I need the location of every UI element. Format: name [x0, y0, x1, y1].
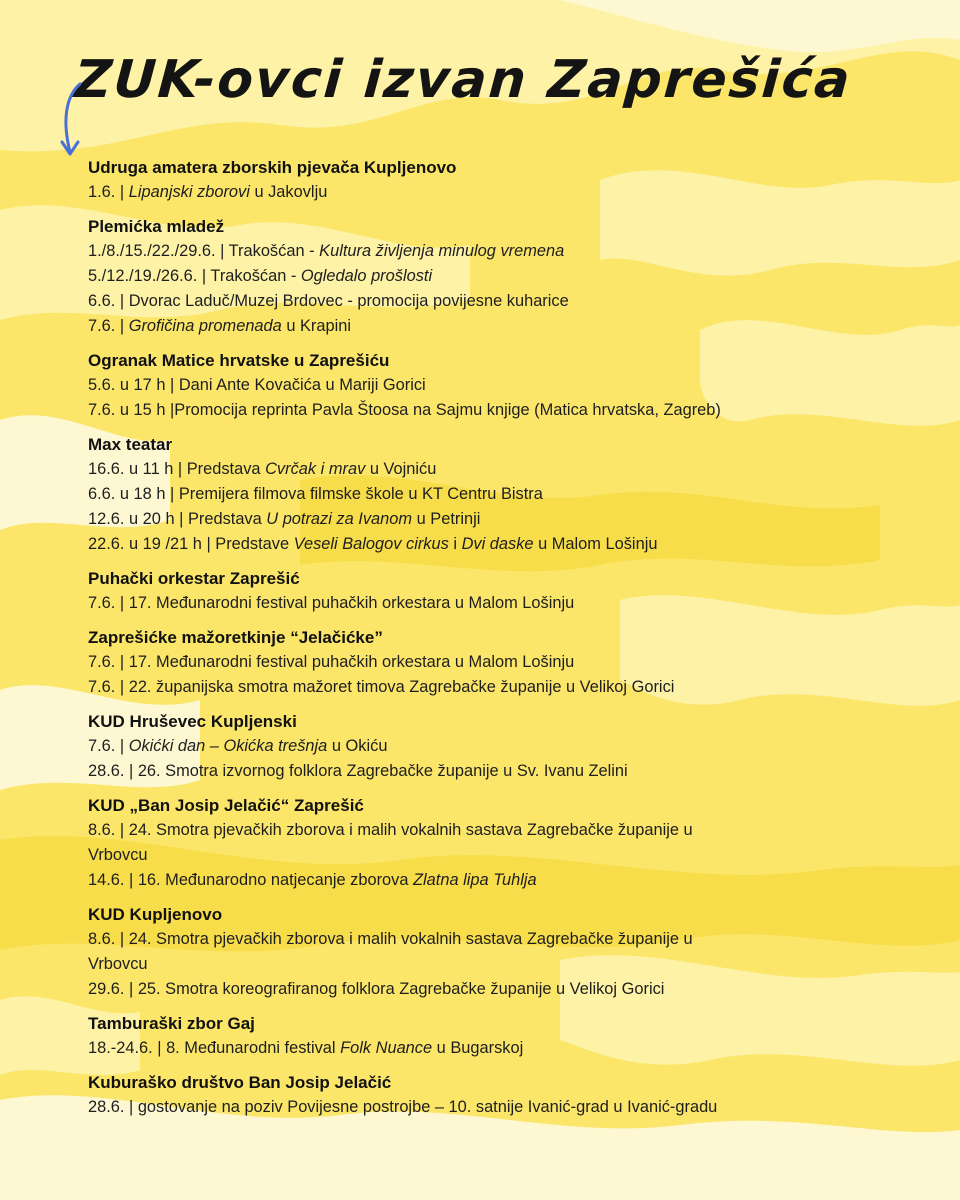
section-title: Ogranak Matice hrvatske u Zaprešiću — [88, 351, 390, 370]
event-text: 1./8./15./22./29.6. | Trakošćan - — [88, 242, 320, 260]
event-line — [88, 507, 938, 532]
event-text: u Krapini — [281, 317, 352, 335]
event-section — [88, 902, 938, 1002]
event-list — [88, 155, 938, 1129]
event-text: 7.6. | 17. Međunarodni festival puhačkih orkestara u Malom Lošinju — [88, 653, 575, 671]
event-text: 6.6. | Dvorac Laduč/Muzej Brdovec - promocija povijesne kuharice — [88, 292, 569, 310]
event-line — [88, 591, 938, 616]
event-text: 7.6. | — [88, 317, 129, 335]
event-text: u Jakovlju — [249, 183, 328, 201]
event-line — [88, 239, 938, 264]
event-text: Vrbovcu — [88, 955, 148, 973]
event-text: 22.6. u 19 /21 h | Predstave — [88, 535, 294, 553]
event-text: u Bugarskoj — [432, 1039, 524, 1057]
event-text: 12.6. u 20 h | Predstava — [88, 510, 267, 528]
event-text: u Malom Lošinju — [533, 535, 658, 553]
event-text: 8.6. | 24. Smotra pjevačkih zborova i malih vokalnih sastava Zagrebačke županije u — [88, 821, 693, 839]
event-text: 5./12./19./26.6. | Trakošćan - — [88, 267, 301, 285]
event-text: 7.6. | 22. županijska smotra mažoret timova Zagrebačke županije u Velikoj Gorici — [88, 678, 675, 696]
event-line — [88, 373, 938, 398]
event-title-italic: Ogledalo prošlosti — [300, 267, 433, 285]
event-title-italic: Folk Nuance — [340, 1039, 433, 1057]
event-text: 1.6. | — [88, 183, 129, 201]
event-text: 7.6. u 15 h |Promocija reprinta Pavla Štoosa na Sajmu knjige (Matica hrvatska, Zagreb) — [88, 401, 721, 419]
event-title-italic: Zlatna lipa Tuhlja — [413, 871, 537, 889]
event-line — [88, 398, 938, 423]
event-text: 6.6. u 18 h | Premijera filmova filmske škole u KT Centru Bistra — [88, 485, 543, 503]
event-line — [88, 457, 938, 482]
event-line — [88, 759, 938, 784]
section-title: KUD Kupljenovo — [88, 905, 223, 924]
event-line — [88, 952, 938, 977]
event-text: 28.6. | gostovanje na poziv Povijesne postrojbe – 10. satnije Ivanić-grad u Ivanić-gradu — [88, 1098, 718, 1116]
event-line — [88, 532, 938, 557]
section-title: KUD „Ban Josip Jelačić“ Zaprešić — [88, 796, 364, 815]
event-title-italic: Kultura življenja minulog vremena — [319, 242, 565, 260]
event-section — [88, 155, 938, 205]
event-line — [88, 675, 938, 700]
section-title: Udruga amatera zborskih pjevača Kupljenovo — [88, 158, 457, 177]
event-line — [88, 650, 938, 675]
event-section — [88, 793, 938, 893]
event-text: 16.6. u 11 h | Predstava — [88, 460, 266, 478]
event-text: 29.6. | 25. Smotra koreografiranog folklora Zagrebačke županije u Velikoj Gorici — [88, 980, 665, 998]
event-text: u Vojniću — [365, 460, 437, 478]
event-title-italic: Grofičina promenada — [128, 317, 282, 335]
event-line — [88, 482, 938, 507]
event-text: 18.-24.6. | 8. Međunarodni festival — [88, 1039, 341, 1057]
section-title: KUD Hruševec Kupljenski — [88, 712, 297, 731]
event-title-italic: U potrazi za Ivanom — [266, 510, 413, 528]
event-text: 7.6. | — [88, 737, 129, 755]
event-line — [88, 734, 938, 759]
event-title-italic: Okićki dan – Okićka trešnja — [128, 737, 328, 755]
event-line — [88, 977, 938, 1002]
event-section — [88, 709, 938, 784]
event-section — [88, 348, 938, 423]
event-line — [88, 314, 938, 339]
section-title: Max teatar — [88, 435, 173, 454]
event-section — [88, 566, 938, 616]
event-title-italic: Cvrčak i mrav — [265, 460, 366, 478]
event-text: 8.6. | 24. Smotra pjevačkih zborova i malih vokalnih sastava Zagrebačke županije u — [88, 930, 693, 948]
section-title: Plemićka mladež — [88, 217, 225, 236]
event-text: 28.6. | 26. Smotra izvornog folklora Zagrebačke županije u Sv. Ivanu Zelini — [88, 762, 628, 780]
event-title-italic: Lipanjski zborovi — [128, 183, 250, 201]
event-title-italic: Dvi daske — [461, 535, 534, 553]
event-section — [88, 625, 938, 700]
event-section — [88, 1011, 938, 1061]
section-title: Tamburaški zbor Gaj — [88, 1014, 255, 1033]
section-title: Zaprešićke mažoretkinje “Jelačićke” — [88, 628, 383, 647]
event-text: u Okiću — [327, 737, 388, 755]
event-text: i — [448, 535, 462, 553]
event-line — [88, 180, 938, 205]
event-text: Vrbovcu — [88, 846, 148, 864]
event-section — [88, 1070, 938, 1120]
event-line — [88, 1036, 938, 1061]
event-text: 14.6. | 16. Međunarodno natjecanje zborova — [88, 871, 414, 889]
event-line — [88, 843, 938, 868]
event-line — [88, 818, 938, 843]
event-line — [88, 868, 938, 893]
event-section — [88, 214, 938, 339]
event-line — [88, 264, 938, 289]
event-line — [88, 289, 938, 314]
event-line — [88, 1095, 938, 1120]
section-title: Puhački orkestar Zaprešić — [88, 569, 300, 588]
section-title: Kuburaško društvo Ban Josip Jelačić — [88, 1073, 392, 1092]
curved-arrow-icon — [56, 80, 96, 162]
event-title-italic: Veseli Balogov cirkus — [293, 535, 449, 553]
page-title: ZUK-ovci izvan Zaprešića — [71, 50, 854, 110]
event-line — [88, 927, 938, 952]
event-text: 5.6. u 17 h | Dani Ante Kovačića u Mariji Gorici — [88, 376, 426, 394]
event-text: u Petrinji — [412, 510, 481, 528]
event-section — [88, 432, 938, 557]
event-text: 7.6. | 17. Međunarodni festival puhačkih orkestara u Malom Lošinju — [88, 594, 575, 612]
